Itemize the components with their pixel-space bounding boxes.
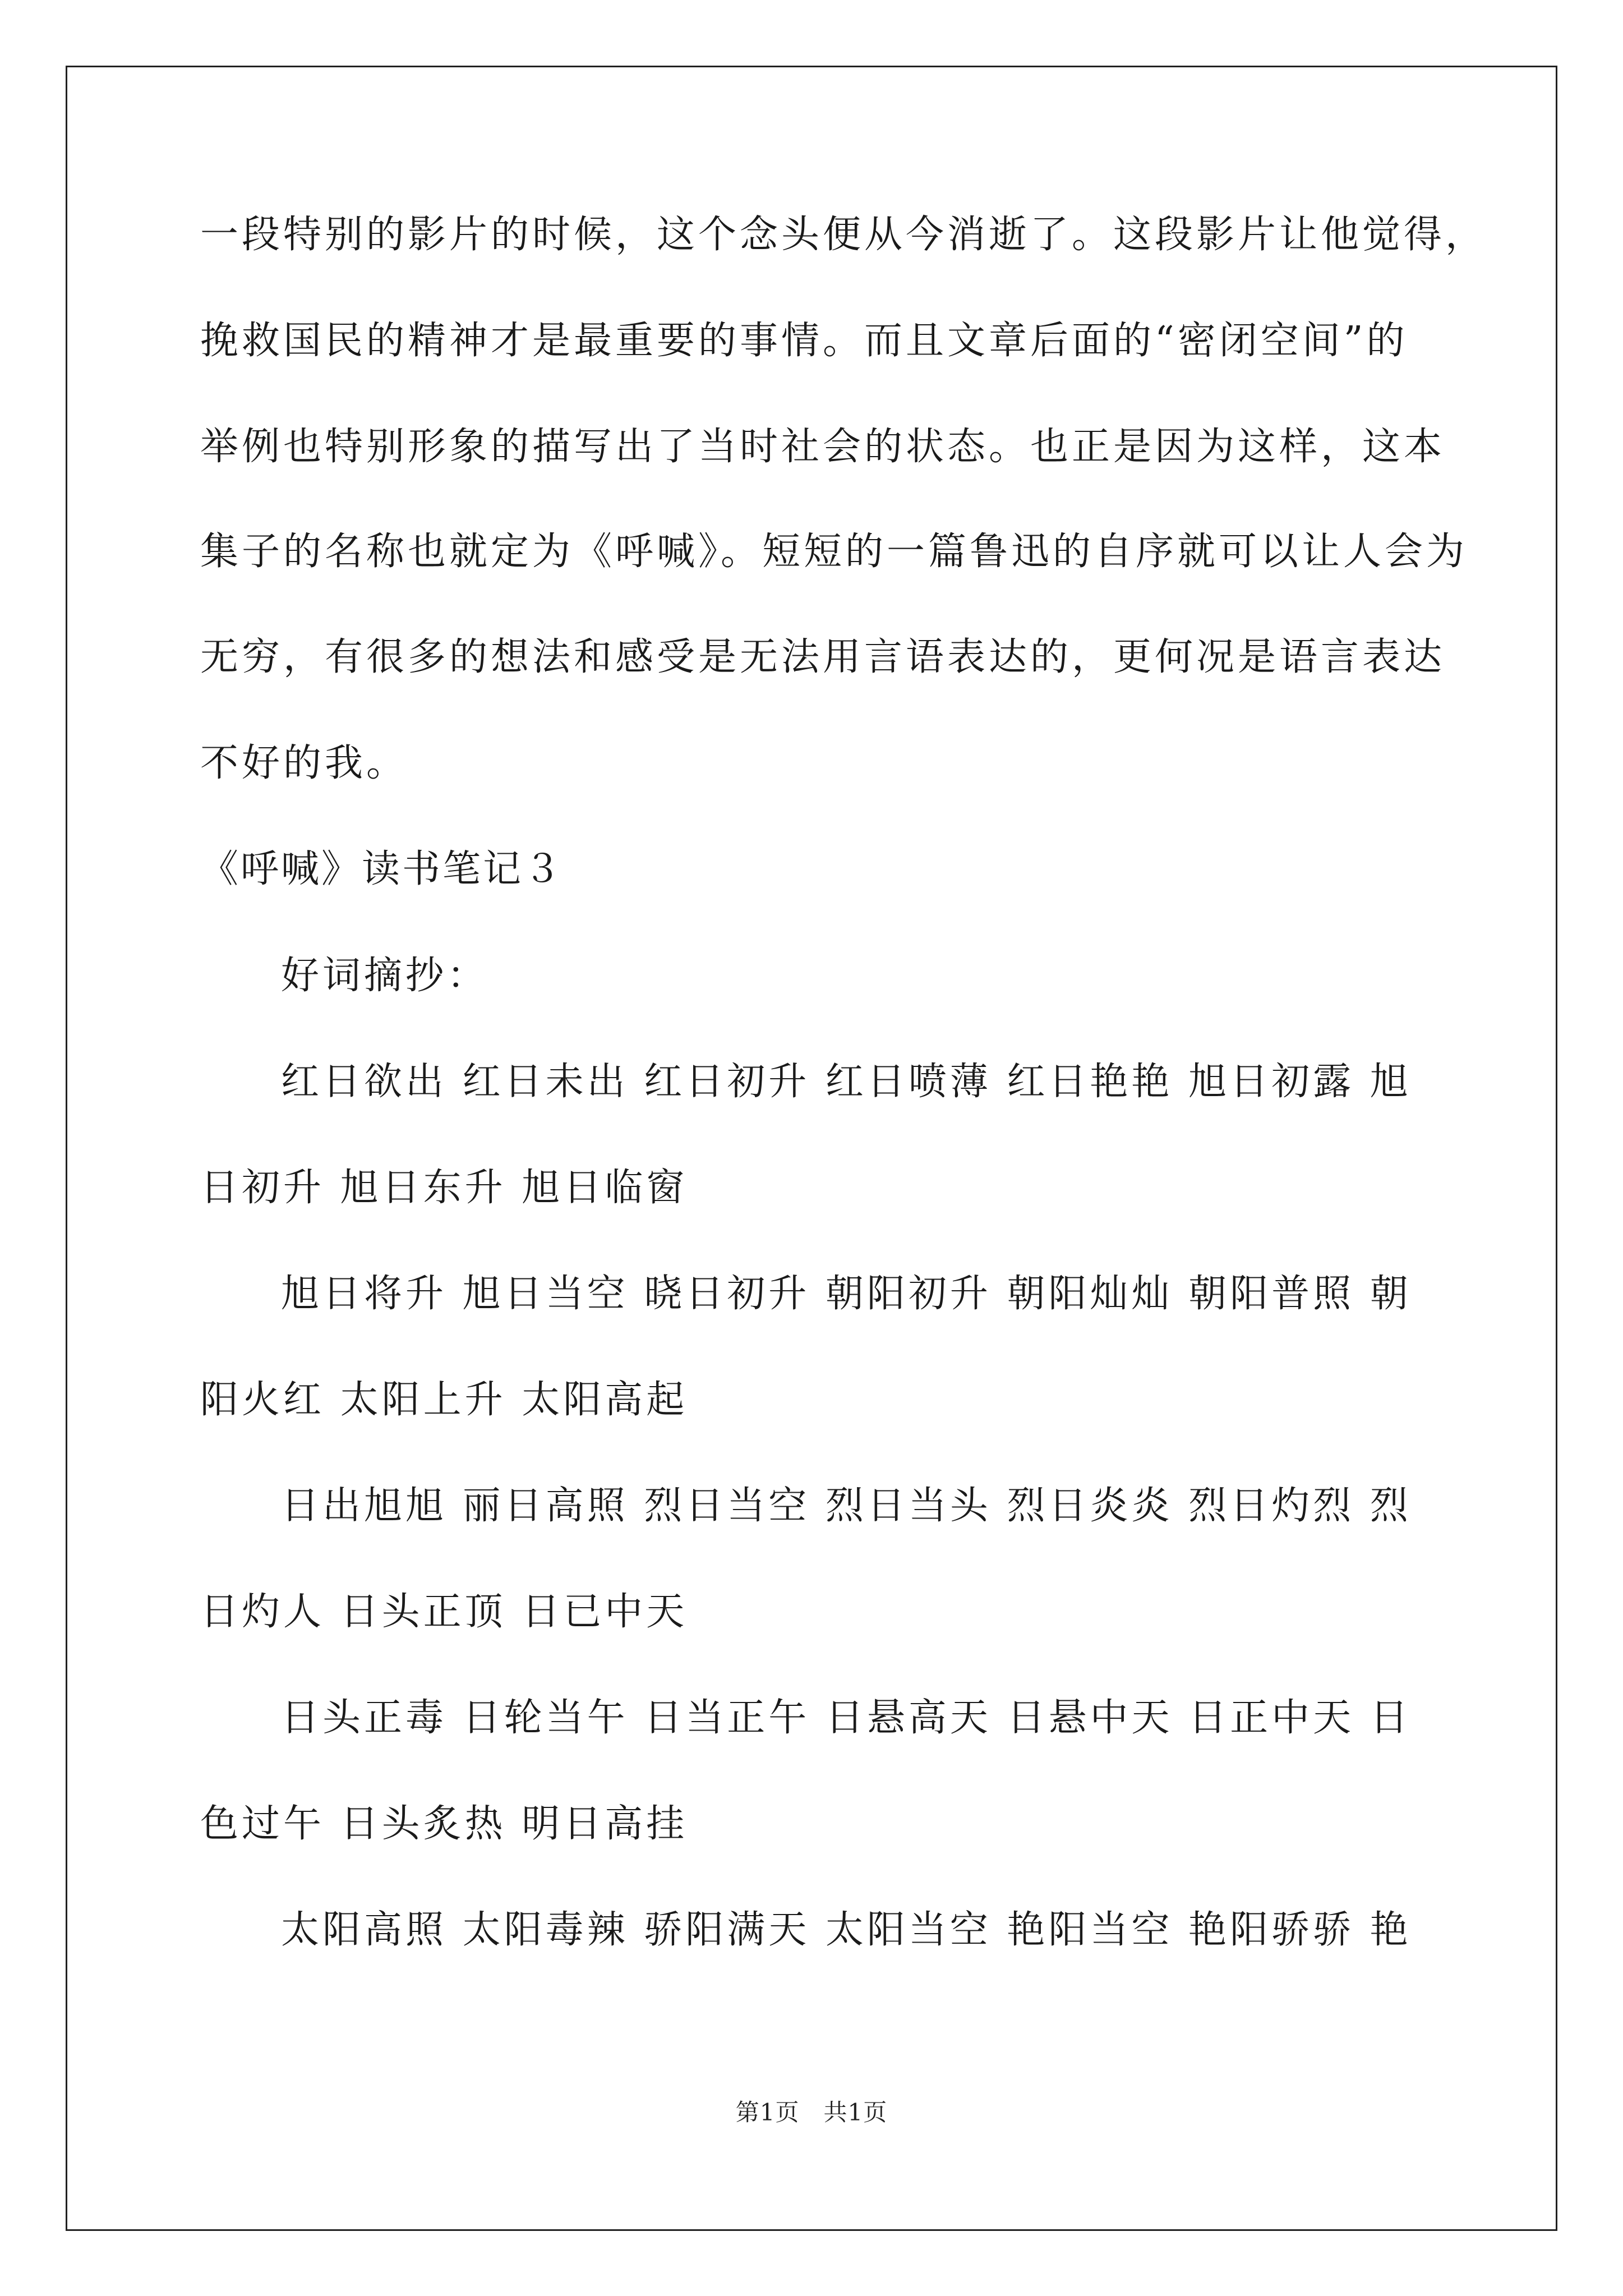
paragraph-line: 举例也特别形象的描写出了当时社会的状态。也正是因为这样，这本 xyxy=(200,425,1446,469)
section-title: 《呼喊》读书笔记３ xyxy=(200,847,564,891)
word-list-line: 色过午 日头炙热 明日高挂 xyxy=(200,1802,688,1846)
word-list-line: 日出旭旭 丽日高照 烈日当空 烈日当头 烈日炎炎 烈日灼烈 烈 xyxy=(281,1484,1412,1528)
paragraph-line: 集子的名称也就定为《呼喊》。短短的一篇鲁迅的自序就可以让人会为 xyxy=(200,530,1468,574)
word-list-line: 日初升 旭日东升 旭日临窗 xyxy=(200,1166,688,1210)
subheading: 好词摘抄： xyxy=(281,954,489,998)
word-list-line: 旭日将升 旭日当空 晓日初升 朝阳初升 朝阳灿灿 朝阳普照 朝 xyxy=(281,1272,1412,1316)
page-border xyxy=(66,66,1557,2231)
paragraph-line: 不好的我。 xyxy=(200,741,408,785)
word-list-line: 日头正毒 日轮当午 日当正午 日悬高天 日悬中天 日正中天 日 xyxy=(281,1696,1412,1740)
word-list-line: 阳火红 太阳上升 太阳高起 xyxy=(200,1378,688,1422)
page-footer: 第1页 共1页 xyxy=(735,2099,888,2126)
word-list-line: 太阳高照 太阳毒辣 骄阳满天 太阳当空 艳阳当空 艳阳骄骄 艳 xyxy=(281,1908,1412,1952)
paragraph-line: 一段特别的影片的时候，这个念头便从今消逝了。这段影片让他觉得， xyxy=(200,213,1487,257)
paragraph-line: 无穷，有很多的想法和感受是无法用言语表达的，更何况是语言表达 xyxy=(200,635,1446,679)
word-list-line: 日灼人 日头正顶 日已中天 xyxy=(200,1590,688,1634)
word-list-line: 红日欲出 红日未出 红日初升 红日喷薄 红日艳艳 旭日初露 旭 xyxy=(281,1060,1412,1104)
paragraph-line: 挽救国民的精神才是最重要的事情。而且文章后面的“密闭空间”的 xyxy=(200,319,1408,363)
